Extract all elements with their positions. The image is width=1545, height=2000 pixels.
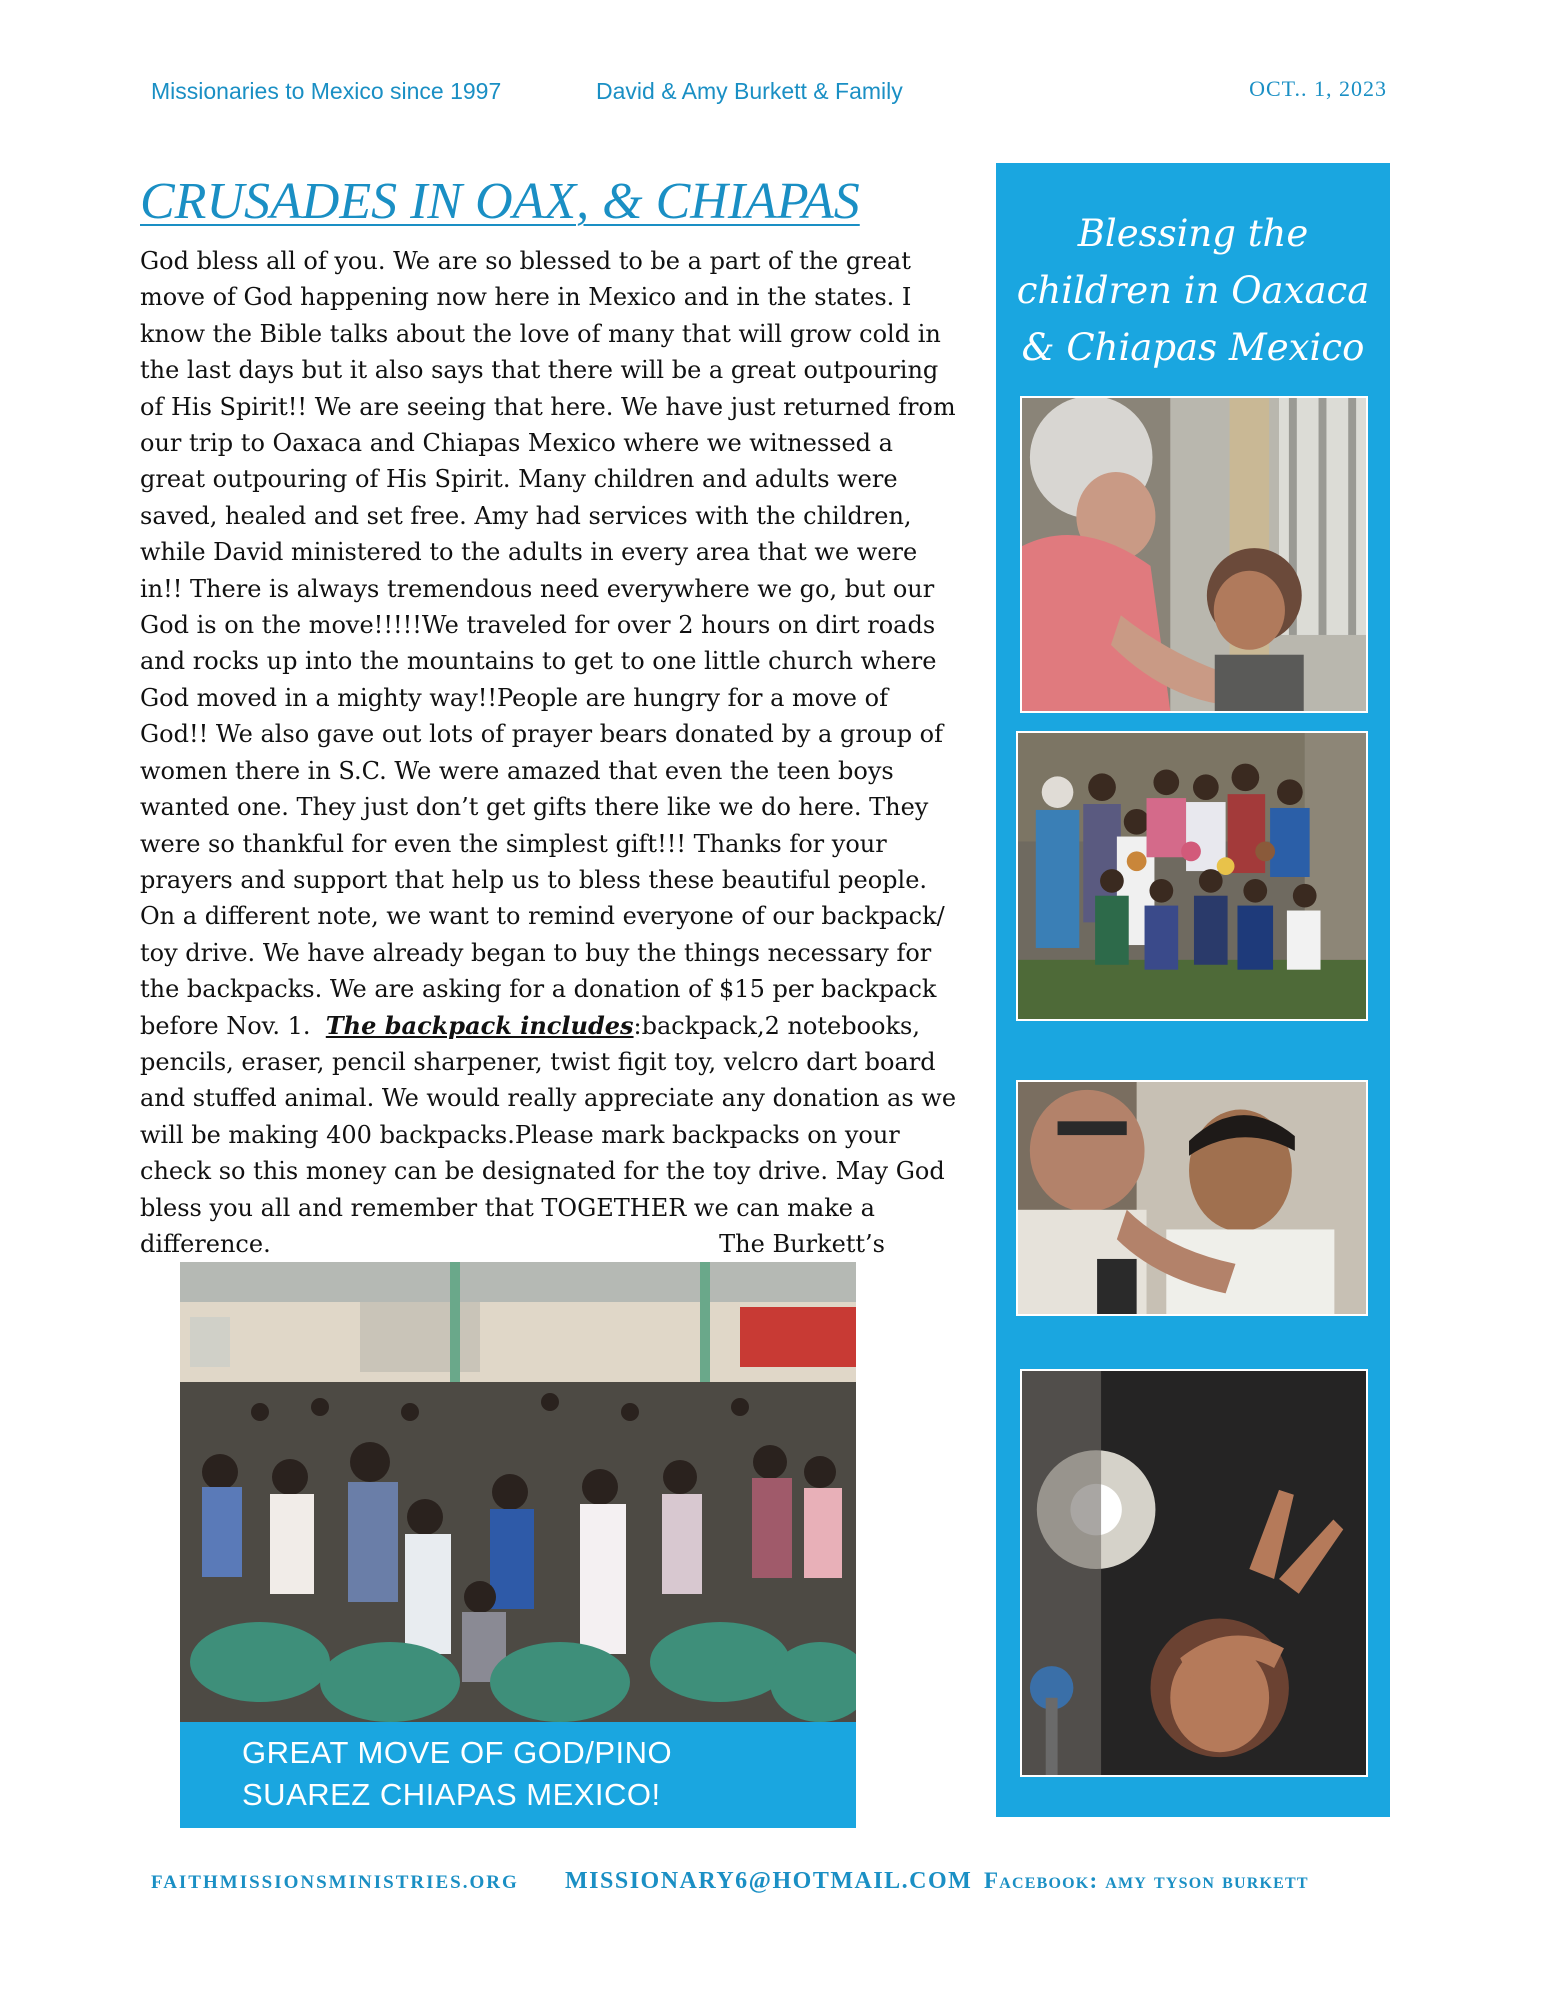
header-date: OCT.. 1, 2023	[1249, 76, 1387, 101]
article-paragraph-1: God bless all of you. We are so blessed to be a part of the great move of God happening now here in Mexico and in the states. I know the Bible talks about the love of many that will grow cold in the last days but it also says that there will be a great outpouring of His Spirit!! We are seeing that here. We have just returned from our trip to Oaxaca and Chiapas Mexico where we witnessed a great outpouring of His Spirit. Many children and adults were saved, healed and set free. Amy had services with the children, while David ministered to the adults in every area that we were in!! There is always tremendous need everywhere we go, but our God is on the move!!!!!We traveled for over 2 hours on dirt roads and rocks up into the mountains to get to one little church where God moved in a mighty way!!People are hungry for a move of God!! We also gave out lots of prayer bears donated by a group of women there in S.C. We were amazed that even the teen boys wanted one. They just don’t get gifts there like we do here. They were so thankful for even the simplest gift!!! Thanks for your prayers and support that help us to bless these beautiful people.	[140, 247, 956, 894]
article-title: CRUSADES IN OAX, & CHIAPAS	[140, 173, 860, 230]
footer-facebook[interactable]: Facebook: amy tyson burkett	[984, 1868, 1309, 1893]
header-tagline: Missionaries to Mexico since 1997	[151, 78, 502, 104]
sidebar-title-line-1: Blessing the	[1077, 212, 1309, 255]
article-paragraph-2	[140, 898, 960, 1226]
closing-word: difference.	[140, 1229, 271, 1258]
paragraph-2-end: :backpack,2 notebooks, pencils, eraser, pencil sharpener, twist figit toy, velcro dart board and stuffed animal. We would really appreciate any donation as we will be making 400 backpacks.Please mark backpacks on your check so this money can be designated for the toy drive. May God bless you all and remember that TOGETHER we can make a	[140, 1011, 957, 1222]
photo-children-with-bears	[1016, 731, 1368, 1021]
photo-crowd-service	[180, 1262, 856, 1722]
caption-line-2: SUAREZ CHIAPAS MEXICO!	[242, 1777, 661, 1812]
backpack-includes-heading: The backpack includes	[325, 1010, 634, 1040]
photo-men-praying	[1016, 1080, 1368, 1316]
sidebar-title	[996, 205, 1390, 376]
sidebar-title-line-2: children in Oaxaca	[1016, 269, 1370, 312]
footer-email-link[interactable]: MISSIONARY6@HOTMAIL.COM	[565, 1868, 973, 1894]
footer-website-link[interactable]: FAITHMISSIONSMINISTRIES.ORG	[151, 1872, 519, 1893]
photo-caption	[180, 1722, 856, 1828]
signature: The Burkett’s	[719, 1229, 885, 1258]
paragraph-2-start: On a different note, we want to remind everyone of our backpack/ toy drive. We have already began to buy the things necessary for the backpacks. We are asking for a donation of $15 per backpack before Nov. 1.	[140, 902, 945, 1040]
photo-worship-service	[1020, 1369, 1368, 1777]
article-body	[140, 243, 960, 1262]
header-family: David & Amy Burkett & Family	[596, 78, 903, 104]
caption-line-1: GREAT MOVE OF GOD/PINO	[242, 1735, 673, 1770]
sidebar-title-line-3: & Chiapas Mexico	[1021, 326, 1365, 369]
photo-blessing-child	[1020, 396, 1368, 713]
closing-line	[140, 1226, 885, 1262]
sidebar-panel	[996, 163, 1390, 1817]
